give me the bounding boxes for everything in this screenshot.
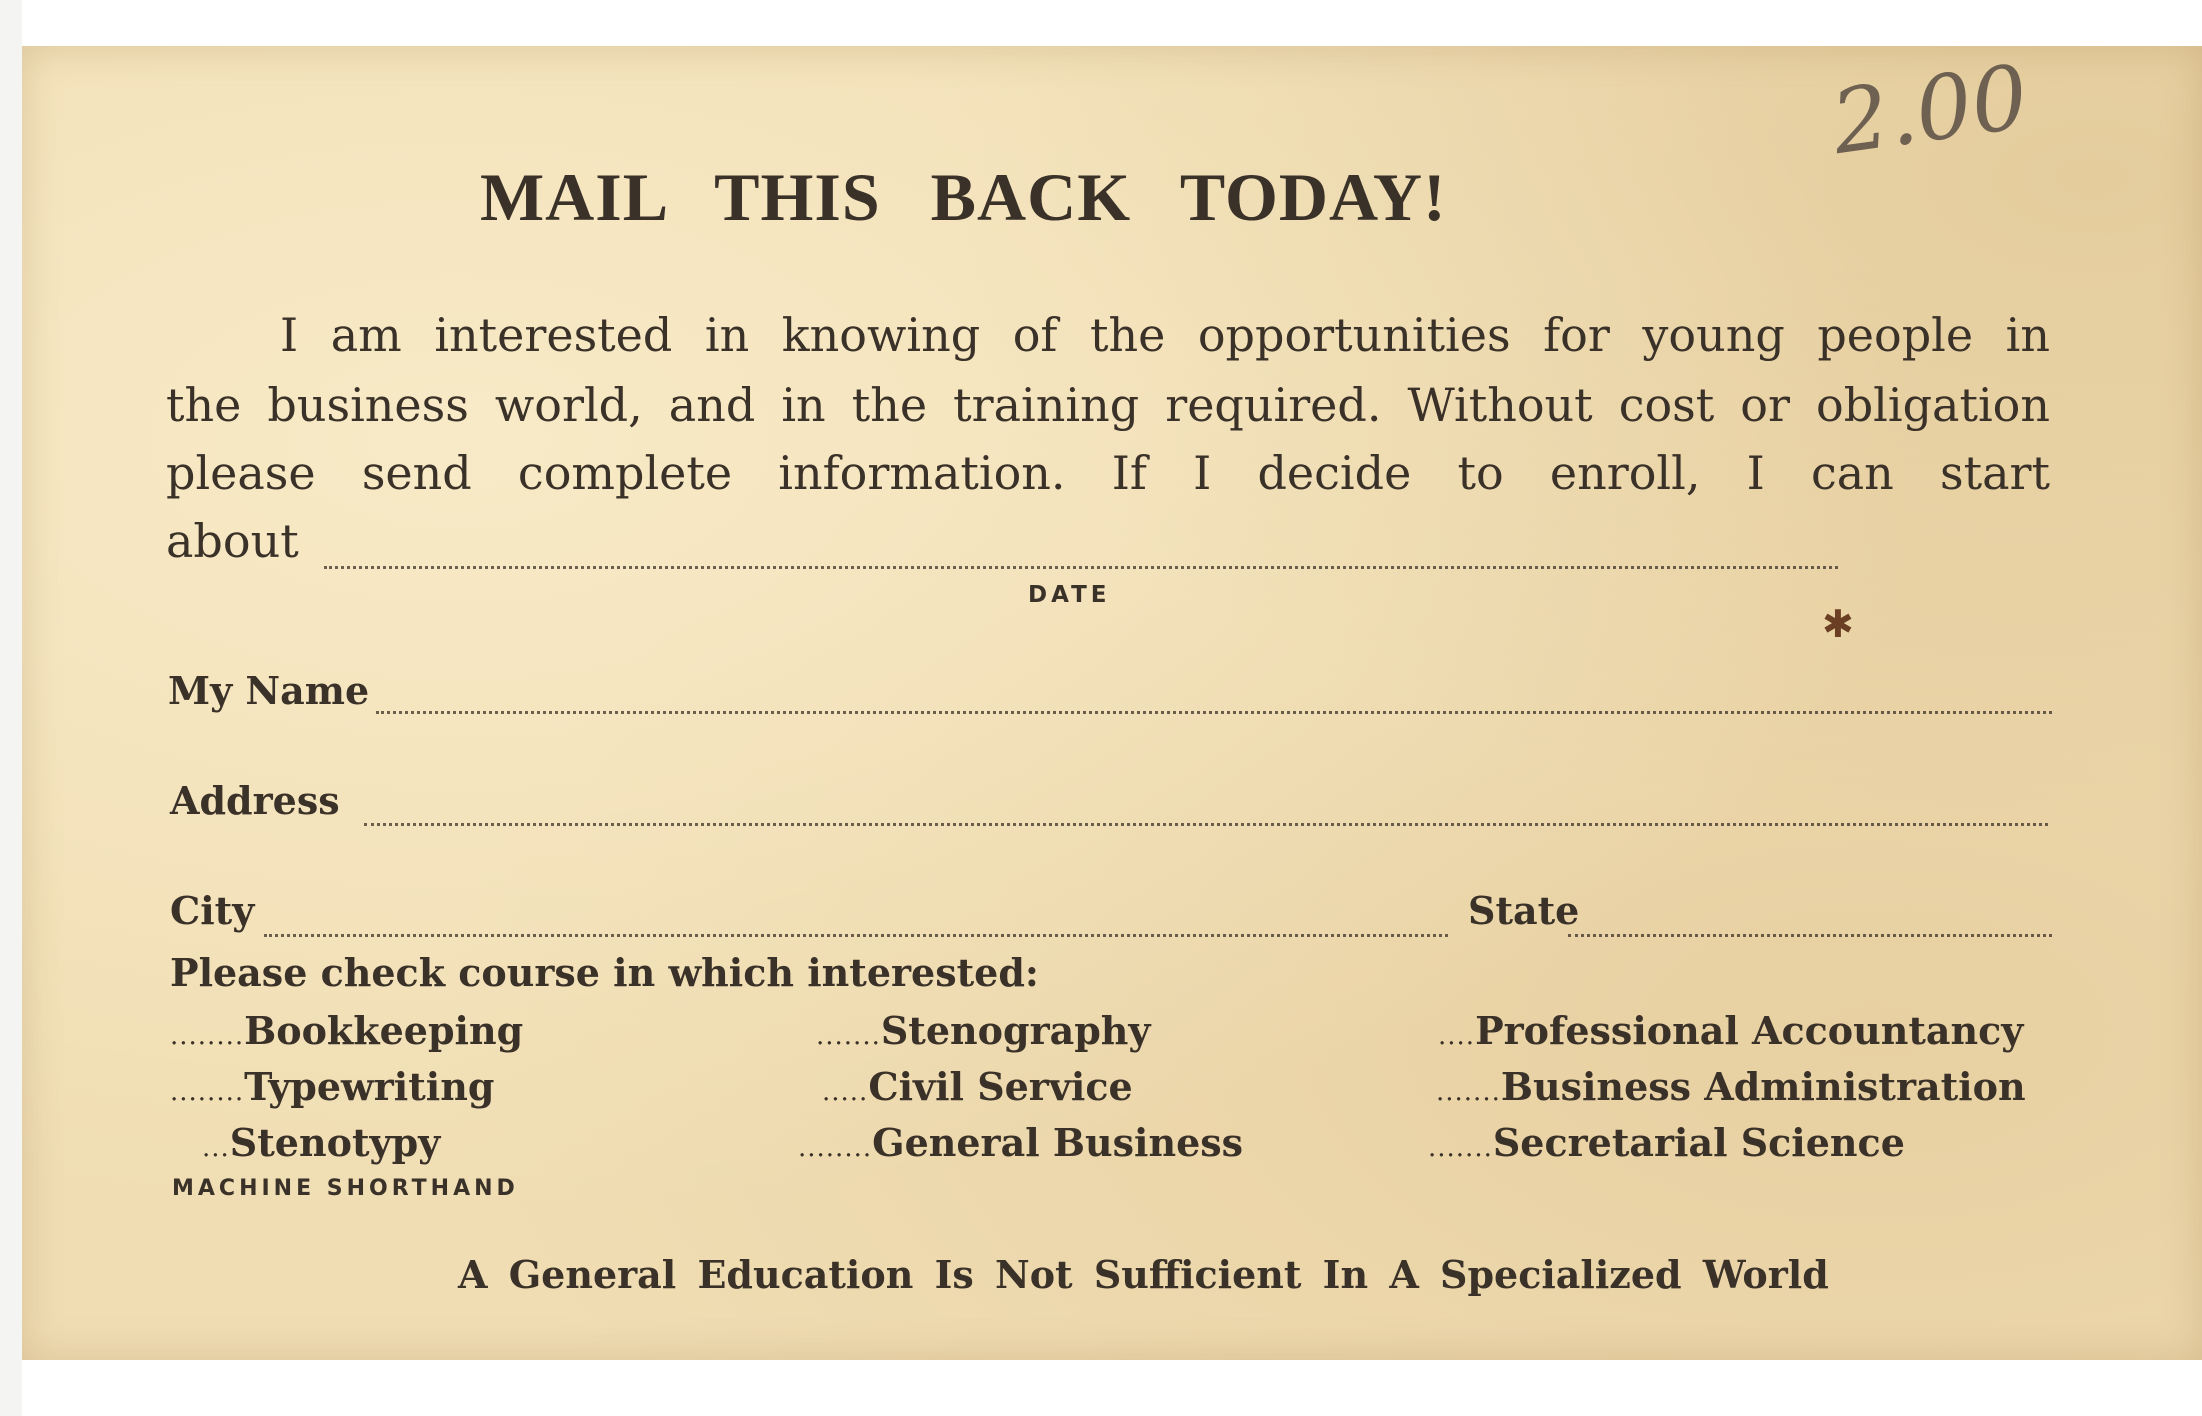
reply-postcard <box>22 46 2202 1360</box>
course-label: Civil Service <box>868 1064 1133 1109</box>
asterisk-mark: ✱ <box>1822 602 1854 646</box>
course-label: Secretarial Science <box>1492 1120 1905 1165</box>
handwritten-price-note: 2.00 <box>1825 44 2035 175</box>
body-line-2: the business world, and in the training required. Without cost or obligation <box>166 378 2050 432</box>
checkbox-dots[interactable]: ........ <box>170 1021 245 1051</box>
city-field[interactable] <box>264 934 1448 937</box>
tagline: A General Education Is Not Sufficient In A Specialized World <box>458 1252 1829 1297</box>
checkbox-dots[interactable]: ........ <box>798 1133 873 1163</box>
about-label: about <box>166 514 299 568</box>
city-label: City <box>170 888 255 933</box>
course-option-stenotypy[interactable] <box>202 1120 440 1165</box>
course-option-civil-service[interactable] <box>822 1064 1133 1109</box>
card-title: MAIL THIS BACK TODAY! <box>480 159 1447 235</box>
start-date-line[interactable] <box>324 566 1838 569</box>
address-label: Address <box>170 778 340 823</box>
body-line-3: please send complete information. If I decide to enroll, I can start <box>166 446 2050 500</box>
checkbox-dots[interactable]: ..... <box>822 1077 869 1107</box>
state-field[interactable] <box>1568 934 2052 937</box>
course-option-secretarial-science[interactable] <box>1428 1120 1905 1165</box>
checkbox-dots[interactable]: ....... <box>1436 1077 1501 1107</box>
course-option-typewriting[interactable] <box>170 1064 494 1109</box>
course-option-general-business[interactable] <box>798 1120 1243 1165</box>
checkbox-dots[interactable]: ....... <box>1428 1133 1493 1163</box>
course-label: Bookkeeping <box>244 1008 524 1053</box>
checkbox-dots[interactable]: ... <box>202 1133 230 1163</box>
course-label: Professional Accountancy <box>1475 1008 2024 1053</box>
course-label: Business Administration <box>1500 1064 2026 1109</box>
state-label: State <box>1468 888 1580 933</box>
course-option-bookkeeping[interactable] <box>170 1008 523 1053</box>
checkbox-dots[interactable]: .... <box>1438 1021 1476 1051</box>
course-label: Stenotypy <box>229 1120 441 1165</box>
stenotypy-note: MACHINE SHORTHAND <box>172 1176 519 1201</box>
checkbox-dots[interactable]: ....... <box>816 1021 881 1051</box>
course-option-business-administration[interactable] <box>1436 1064 2026 1109</box>
checkbox-dots[interactable]: ........ <box>170 1077 245 1107</box>
date-caption: DATE <box>1028 582 1111 608</box>
course-label: General Business <box>872 1120 1244 1165</box>
course-option-stenography[interactable] <box>816 1008 1151 1053</box>
page-left-edge <box>0 0 22 1416</box>
address-field[interactable] <box>364 823 2048 826</box>
name-label: My Name <box>168 668 370 713</box>
course-option-professional-accountancy[interactable] <box>1438 1008 2023 1053</box>
name-field[interactable] <box>376 711 2052 714</box>
course-prompt: Please check course in which interested: <box>170 950 1039 995</box>
body-line-1: I am interested in knowing of the opportunities for young people in <box>280 308 2050 362</box>
course-label: Typewriting <box>244 1064 495 1109</box>
course-label: Stenography <box>880 1008 1151 1053</box>
